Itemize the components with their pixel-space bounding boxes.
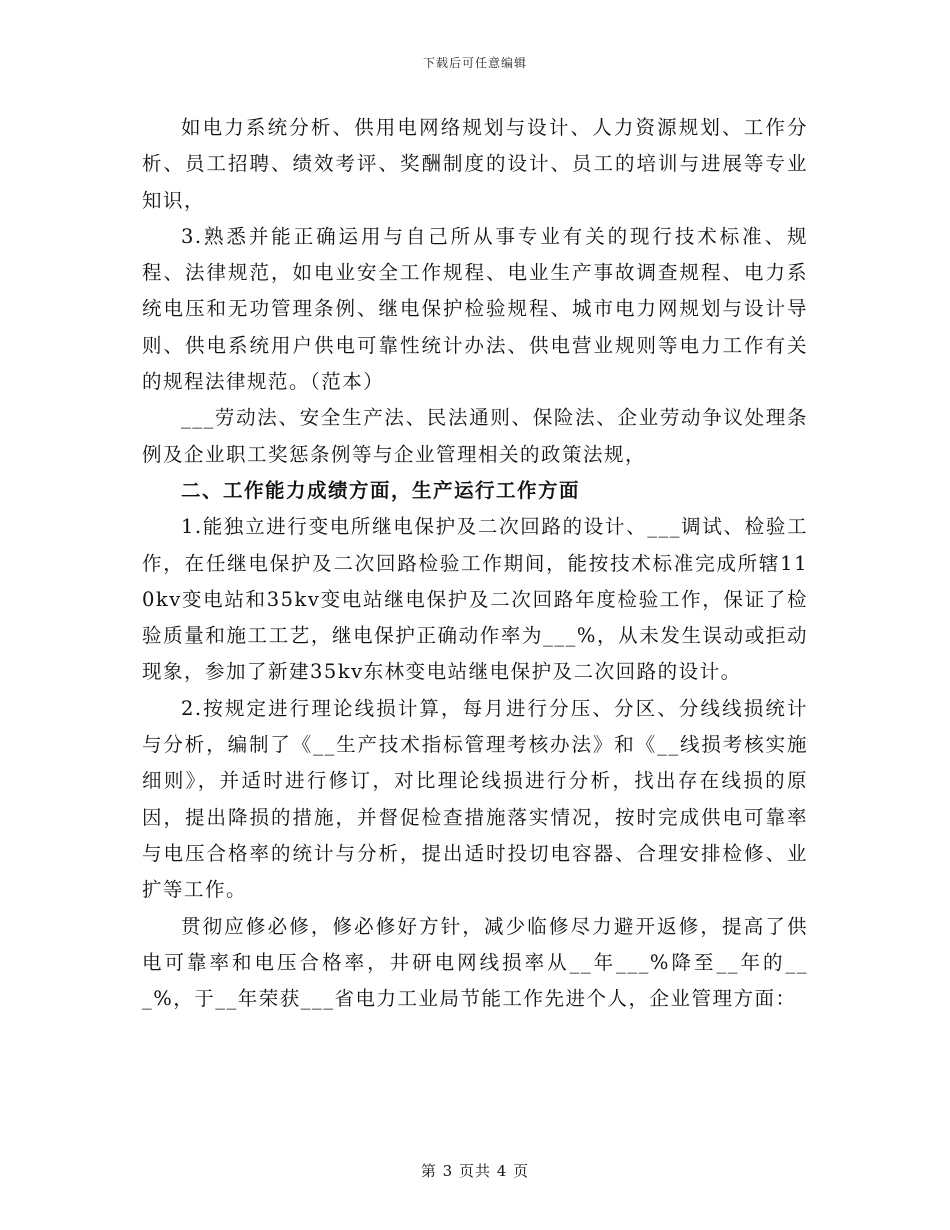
paragraph-3: ___劳动法、安全生产法、民法通则、保险法、企业劳动争议处理条例及企业职工奖惩条例等与企业管理相关的政策法规， <box>142 406 808 466</box>
page-footer: 第 3 页共 4 页 <box>420 1162 530 1180</box>
document-body <box>142 110 808 1017</box>
paragraph-6: 贯彻应修必修，修必修好方针，减少临修尽力避开返修，提高了供电可靠率和电压合格率，井研电网线损率从__年___%降至__年的___%，于__年荣获___省电力工业局节能工作先进个人，企业管理方面： <box>142 914 808 1011</box>
section-heading: 二、工作能力成绩方面，生产运行工作方面 <box>181 478 581 502</box>
paragraph-1: 如电力系统分析、供用电网络规划与设计、人力资源规划、工作分析、员工招聘、绩效考评、奖酬制度的设计、员工的培训与进展等专业知识， <box>142 116 808 212</box>
paragraph-4: 1.能独立进行变电所继电保护及二次回路的设计、___调试、检验工作，在任继电保护及二次回路检验工作期间，能按技术标准完成所辖110kv变电站和35kv变电站继电保护及二次回路年度检验工作，保证了检验质量和施工工艺，继电保护正确动作率为___%，从未发生误动或拒动现象，参加了新建35kv东林变电站继电保护及二次回路的设计。 <box>142 515 808 684</box>
page-header: 下载后可任意编辑 <box>422 56 527 70</box>
paragraph-5: 2.按规定进行理论线损计算，每月进行分压、分区、分线线损统计与分析，编制了《__生产技术指标管理考核办法》和《__线损考核实施细则》，并适时进行修订，对比理论线损进行分析，找出存在线损的原因，提出降损的措施，并督促检查措施落实情况，按时完成供电可靠率与电压合格率的统计与分析，提出适时投切电容器、合理安排检修、业扩等工作。 <box>142 696 808 902</box>
paragraph-2: 3.熟悉并能正确运用与自己所从事专业有关的现行技术标准、规程、法律规范，如电业安全工作规程、电业生产事故调查规程、电力系统电压和无功管理条例、继电保护检验规程、城市电力网规划与设计导则、供电系统用户供电可靠性统计办法、供电营业规则等电力工作有关的规程法律规范。（范本） <box>142 224 808 394</box>
